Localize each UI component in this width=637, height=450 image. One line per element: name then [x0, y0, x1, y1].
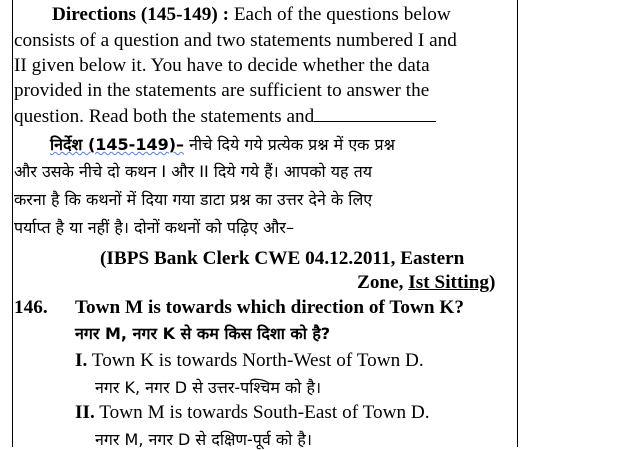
statement-1-en	[75, 350, 424, 372]
source-sitting: Ist Sitting	[408, 272, 490, 293]
hindi-directions-heading: निर्देश (145-149)–	[50, 135, 185, 154]
hindi-directions-line-1	[50, 133, 395, 155]
statement-1-label: I.	[75, 350, 88, 371]
directions-line-5	[14, 105, 436, 128]
directions-text-5: question. Read both the statements and	[14, 106, 315, 127]
source-zone: Zone,	[357, 272, 409, 293]
statement-2-hi: नगर M, नगर D से दक्षिण-पूर्व को है।	[95, 430, 312, 449]
hindi-directions-text-1: नीचे दिये गये प्रत्येक प्रश्न में एक प्रश्न	[184, 135, 395, 154]
answer-blank	[314, 105, 436, 122]
directions-text-1: Each of the questions below	[229, 4, 451, 25]
question-text-en: Town M is towards which direction of Town K?	[75, 297, 464, 318]
statement-1-hi: नगर K, नगर D से उत्तर-पश्चिम को है।	[95, 378, 322, 397]
question-text-hi: नगर M, नगर K से कम किस दिशा को है?	[75, 324, 331, 343]
question-number: 146.	[14, 297, 48, 318]
statement-1-text: Town K is towards North-West of Town D.	[91, 350, 424, 371]
source-line-2	[357, 272, 495, 294]
source-line-1: (IBPS Bank Clerk CWE 04.12.2011, Eastern	[100, 248, 465, 269]
directions-heading: Directions (145-149) :	[52, 4, 229, 25]
directions-line-2: consists of a question and two statements numbered I and	[14, 30, 457, 51]
directions-line-4: provided in the statements are sufficient to answer the	[14, 80, 430, 101]
hindi-directions-line-3: करना है कि कथनों में दिया गया डाटा प्रश्न का उत्तर देने के लिए	[14, 190, 373, 209]
source-close: )	[489, 272, 496, 293]
hindi-directions-line-2: और उसके नीचे दो कथन I और II दिये गये हैं। आपको यह तय	[14, 162, 373, 181]
statement-2-en	[75, 402, 430, 424]
directions-line-3: II given below it. You have to decide whether the data	[14, 55, 430, 76]
hindi-directions-line-4: पर्याप्त है या नहीं है। दोनों कथनों को पढ़िए और–	[14, 218, 294, 237]
directions-line-1	[52, 4, 451, 26]
statement-2-label: II.	[75, 402, 95, 423]
statement-2-text: Town M is towards South-East of Town D.	[99, 402, 430, 423]
